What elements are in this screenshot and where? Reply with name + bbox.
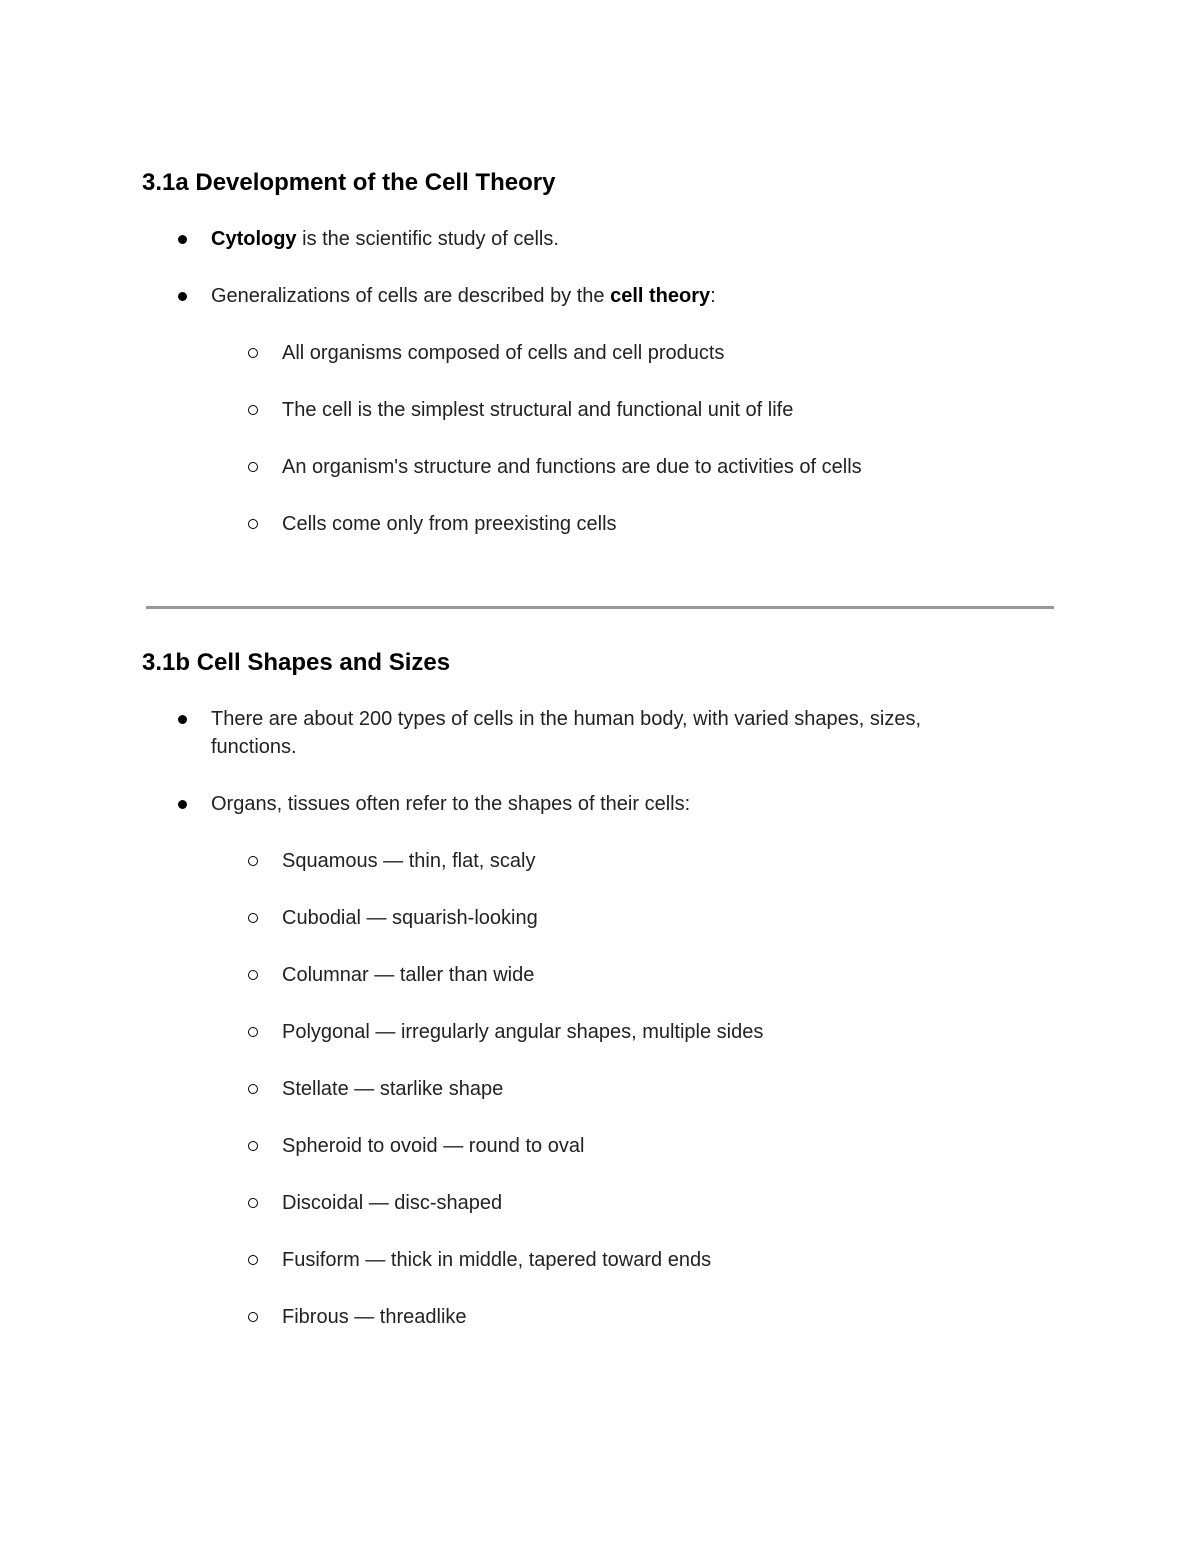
sub-list-item: Polygonal — irregularly angular shapes, multiple sides [282,1021,764,1043]
hollow-bullet-icon [248,856,258,866]
list-item: There are about 200 types of cells in the human body, with varied shapes, sizes, functions. [211,708,922,758]
term-cytology: Cytology [211,228,297,250]
bullet-icon [178,235,187,244]
hollow-bullet-icon [248,1255,258,1265]
bullet-icon [178,292,187,301]
section-b-heading: 3.1b Cell Shapes and Sizes [142,649,451,676]
sub-list-item: Squamous — thin, flat, scaly [282,850,536,872]
sub-list-item: All organisms composed of cells and cell products [282,342,725,364]
hollow-bullet-icon [248,970,258,980]
hollow-bullet-icon [248,462,258,472]
hollow-bullet-icon [248,1027,258,1037]
section-a-heading: 3.1a Development of the Cell Theory [142,169,556,196]
hollow-bullet-icon [248,1141,258,1151]
sub-list-item: An organism's structure and functions are due to activities of cells [282,456,862,478]
list-item [211,225,1011,253]
list-item: Organs, tissues often refer to the shapes of their cells: [211,793,691,815]
sub-list-item: Fibrous — threadlike [282,1306,467,1328]
bullet-icon [178,800,187,809]
sub-list-item: Spheroid to ovoid — round to oval [282,1135,585,1157]
sub-list-item: Stellate — starlike shape [282,1078,504,1100]
sub-list-item: Fusiform — thick in middle, tapered toward ends [282,1249,712,1271]
horizontal-divider [146,606,1054,609]
hollow-bullet-icon [248,348,258,358]
bullet-text: is the scientific study of cells. [296,228,559,250]
sub-list-item: Cubodial — squarish-looking [282,907,538,929]
sub-list-item: Discoidal — disc-shaped [282,1192,503,1214]
sub-list-item: Cells come only from preexisting cells [282,513,617,535]
bullet-text-suffix: : [710,285,716,307]
list-item [211,282,1011,310]
hollow-bullet-icon [248,405,258,415]
sub-list-item: Columnar — taller than wide [282,964,535,986]
bullet-text: Generalizations of cells are described by the [211,285,611,307]
hollow-bullet-icon [248,1198,258,1208]
term-cell-theory: cell theory [610,285,711,307]
hollow-bullet-icon [248,913,258,923]
hollow-bullet-icon [248,1312,258,1322]
hollow-bullet-icon [248,1084,258,1094]
sub-list-item: The cell is the simplest structural and functional unit of life [282,399,794,421]
hollow-bullet-icon [248,519,258,529]
bullet-icon [178,715,187,724]
